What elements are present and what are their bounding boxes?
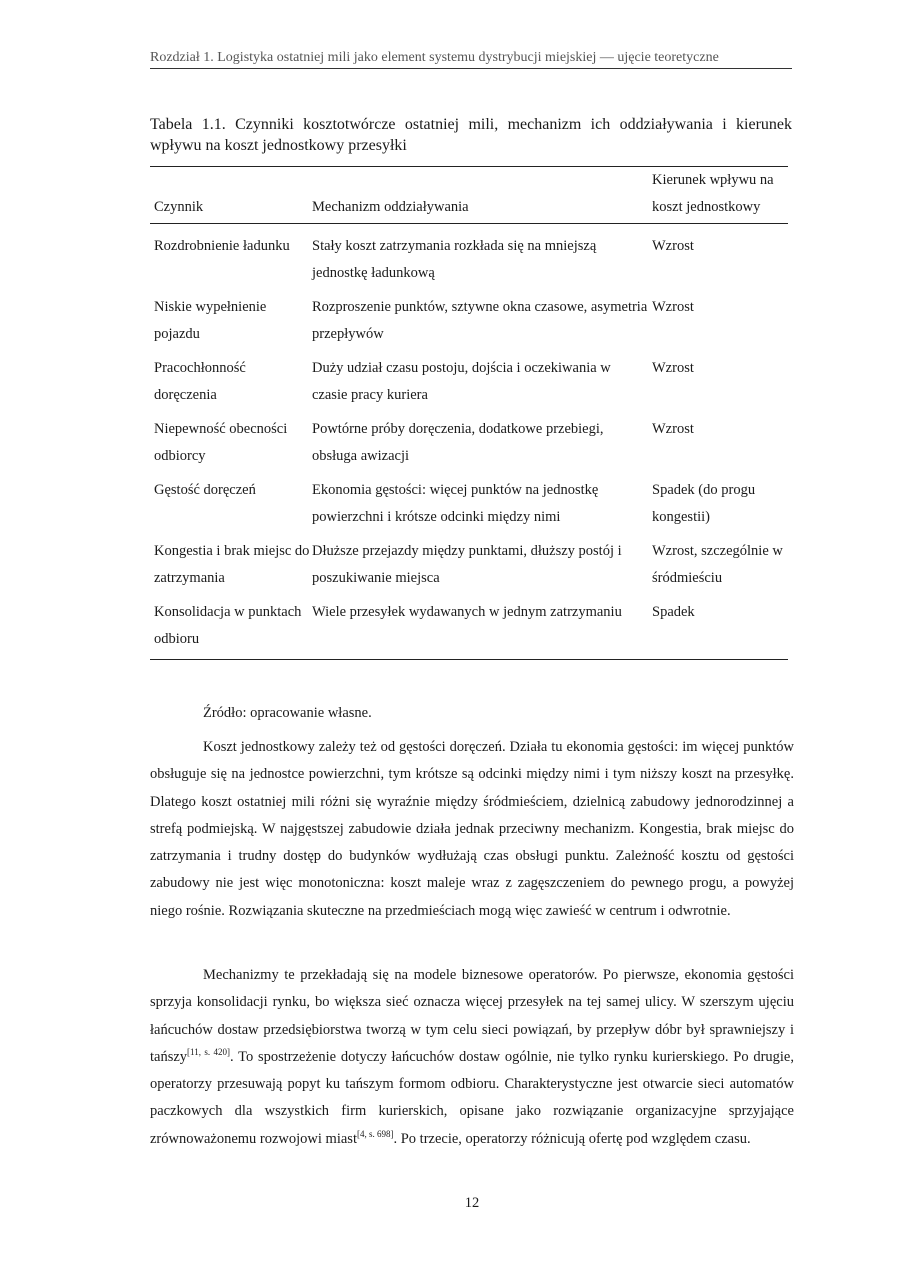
table-row: [150, 291, 788, 352]
cell-mechanism: Rozproszenie punktów, sztywne okna czasowe, asymetria przepływów: [312, 299, 648, 342]
citation: [4, s. 698]: [356, 1128, 394, 1139]
cell-factor: Konsolidacja w punktach odbioru: [154, 604, 302, 647]
table-row: [150, 474, 788, 535]
citation: [11, s. 420]: [187, 1046, 230, 1057]
table-body: [150, 224, 788, 659]
table-row: [150, 230, 788, 291]
paragraph-text: . Po trzecie, operatorzy różnicują ofertę pod względem czasu.: [393, 1130, 751, 1147]
cost-factors-table: [150, 166, 788, 660]
cell-mechanism: Duży udział czasu postoju, dojścia i oczekiwania w czasie pracy kuriera: [312, 360, 611, 403]
table-row: [150, 352, 788, 413]
cell-direction: Wzrost: [652, 421, 694, 437]
table-caption: Tabela 1.1. Czynniki kosztotwórcze ostatniej mili, mechanizm ich oddziaływania i kierunek wpływu na koszt jednostkowy przesyłki: [150, 116, 792, 154]
column-header-mechanism: Mechanizm oddziaływania: [312, 199, 469, 215]
paragraph-text: Mechanizmy te przekładają się na modele biznesowe operatorów. Po pierwsze, ekonomia gęstości sprzyja konsolidacji rynku, bo większa sieć oznacza więcej przesyłek na tej samej ulicy. W szerszym ujęciu łańcuchów dostaw przedsiębiorstwa tworzą w tym celu sieci powiązań, by przepływ dóbr był sprawniejszy i tańszy: [150, 967, 794, 1065]
table-source-note: Źródło: opracowanie własne.: [203, 705, 372, 721]
column-header-factor: Czynnik: [154, 199, 204, 215]
cell-factor: Kongestia i brak miejsc do zatrzymania: [154, 543, 310, 586]
cell-mechanism: Ekonomia gęstości: więcej punktów na jednostkę powierzchni i krótsze odcinki między nimi: [312, 482, 599, 525]
cell-mechanism: Wiele przesyłek wydawanych w jednym zatrzymaniu: [312, 604, 622, 620]
cell-mechanism: Dłuższe przejazdy między punktami, dłuższy postój i poszukiwanie miejsca: [312, 543, 622, 586]
cell-direction: Wzrost: [652, 360, 694, 376]
cell-factor: Niepewność obecności odbiorcy: [154, 421, 288, 464]
cell-mechanism: Stały koszt zatrzymania rozkłada się na mniejszą jednostkę ładunkową: [312, 238, 597, 281]
cell-direction: Wzrost: [652, 238, 694, 254]
body-paragraph: [150, 962, 794, 1153]
cell-factor: Niskie wypełnienie pojazdu: [154, 299, 267, 342]
paragraph-text: . To spostrzeżenie dotyczy łańcuchów dostaw ogólnie, nie tylko rynku kurierskiego. Po drugie, operatorzy przesuwają popyt ku tańszym formom odbioru. Charakterystyczne jest otwarcie sieci automatów paczkowych dla wszystkich firm kurierskich, opisane jako rozwiązanie organizacyjne sprzyjające zrównoważonemu rozwojowi miast: [150, 1048, 794, 1147]
cell-factor: Rozdrobnienie ładunku: [154, 238, 290, 254]
running-header: Rozdział 1. Logistyka ostatniej mili jako element systemu dystrybucji miejskiej — ujęcie teoretyczne: [150, 50, 792, 69]
cell-direction: Spadek: [652, 604, 695, 620]
table-header-row: [150, 167, 788, 224]
cell-direction: Spadek (do progu kongestii): [652, 482, 756, 525]
column-header-direction: Kierunek wpływu na koszt jednostkowy: [652, 172, 774, 215]
cell-factor: Pracochłonność doręczenia: [154, 360, 246, 403]
table-row: [150, 535, 788, 596]
page-number: 12: [464, 1195, 480, 1211]
cell-direction: Wzrost: [652, 299, 694, 315]
table-row: [150, 413, 788, 474]
body-paragraph: Koszt jednostkowy zależy też od gęstości doręczeń. Działa tu ekonomia gęstości: im więcej punktów obsługuje się na jednostce powierzchni, tym krótsze są odcinki między nimi i tym niższy koszt na przesyłkę. Dlatego koszt ostatniej mili różni się wyraźnie między śródmieściem, dzielnicą zabudowy jednorodzinnej a strefą podmiejską. W najgęstszej zabudowie działa jednak przeciwny mechanizm. Kongestia, brak miejsc do zatrzymania i trudny dostęp do budynków wydłużają czas obsługi punktu. Zależność kosztu od gęstości zabudowy nie jest więc monotoniczna: koszt maleje wraz z zagęszczeniem do pewnego progu, a powyżej niego rośnie. Rozwiązania skuteczne na przedmieściach mogą więc zawieść w centrum i odwrotnie.: [150, 739, 794, 919]
cell-direction: Wzrost, szczególnie w śródmieściu: [652, 543, 783, 586]
cell-factor: Gęstość doręczeń: [154, 482, 256, 498]
table-row: [150, 596, 788, 657]
cell-mechanism: Powtórne próby doręczenia, dodatkowe przebiegi, obsługa awizacji: [312, 421, 604, 464]
